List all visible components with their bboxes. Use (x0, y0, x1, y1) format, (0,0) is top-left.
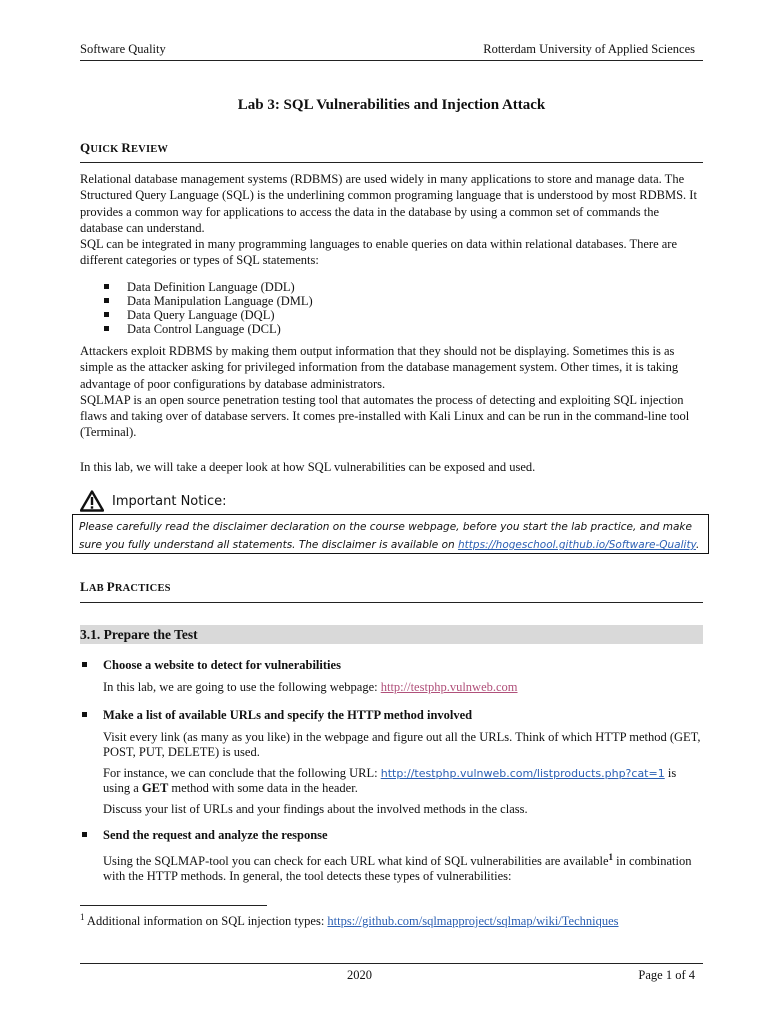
task-list-urls (80, 708, 703, 822)
task-heading: Send the request and analyze the response (80, 828, 703, 844)
list-item: Data Query Language (DQL) (104, 308, 313, 322)
page-number: Page 1 of 4 (638, 968, 695, 982)
header-divider (80, 60, 703, 61)
rdbms-paragraph: Relational database management systems (RDBMS) are used widely in many applications to store and manage data. The Structured Query Language (SQL) is the underlining common programing language that is understood by most RDBMS. It provides a common way for applications to access the data in the database by using a common set of commands the database can understand. (80, 172, 697, 235)
intro-paragraph (80, 171, 703, 269)
quick-review-heading: QUICK REVIEW (80, 140, 169, 155)
notice-box: Please carefully read the disclaimer declaration on the course webpage, before you start the lab practice, and make sure you fully understand all statements. The disclaimer is available on https://hogeschool.github.io/Software-Quality. (72, 514, 709, 554)
notice-heading (80, 490, 227, 512)
warning-icon (80, 490, 104, 512)
testphp-link[interactable]: http://testphp.vulnweb.com (380, 679, 518, 694)
footnote-divider (80, 905, 267, 906)
attackers-paragraph: Attackers exploit RDBMS by making them output information that they should not be displaying. Sometimes this is as simple as the attacker asking for privileged information from the database management system. Other times, it is taking advantage of poor configurations by database administrators. (80, 344, 679, 391)
task-text: In this lab, we are going to use the following webpage: http://testphp.vulnweb.com (103, 679, 518, 694)
task-send-request (80, 828, 703, 890)
disclaimer-link[interactable]: https://hogeschool.github.io/Software-Quality (458, 539, 696, 551)
task-text: Discuss your list of URLs and your findings about the involved methods in the class. (103, 801, 528, 816)
page-title: Lab 3: SQL Vulnerabilities and Injection Attack (237, 97, 546, 113)
lab-practices-heading: LAB PRACTICES (80, 579, 171, 594)
task-text: Using the SQLMAP-tool you can check for each URL what kind of SQL vulnerabilities are available$^1$ in combination with the HTTP methods. In general, the tool detects these types of vulnerabilities: (103, 851, 692, 884)
attack-paragraph (80, 343, 703, 441)
task-text: For instance, we can conclude that the following URL: http://testphp.vulnweb.com/listproducts.php?cat=1 is using a GET method with some data in the header. (103, 765, 677, 795)
notice-heading-text: Important Notice: (112, 493, 227, 509)
subsection-heading (80, 625, 703, 644)
header-course: Software Quality (80, 42, 166, 56)
sqlmap-paragraph: SQLMAP is an open source penetration testing tool that automates the process of detecting and exploiting SQL injection flaws and taking over of database servers. It comes pre-installed with Kali Linux and can be run in the command-line tool (Terminal). (80, 392, 690, 440)
task-choose-website (80, 658, 703, 700)
sql-categories-paragraph: SQL can be integrated in many programming languages to enable queries on data within relational databases. There are different categories or types of SQL statements: (80, 237, 678, 268)
sql-categories-list (104, 280, 313, 336)
listproducts-link[interactable]: http://testphp.vulnweb.com/listproducts.php?cat=1 (380, 766, 665, 780)
list-item: Data Definition Language (DDL) (104, 280, 313, 294)
footer-year: 2020 (347, 968, 372, 982)
subsection-title: 3.1. Prepare the Test (80, 627, 198, 642)
section-divider (80, 162, 703, 163)
header-institution: Rotterdam University of Applied Sciences (483, 42, 695, 56)
footnote: $^1$ Additional information on SQL injection types: https://github.com/sqlmapproject/sqlmap/wiki/Techniques (80, 912, 619, 929)
task-heading: Make a list of available URLs and specify the HTTP method involved (80, 708, 703, 724)
task-text: Visit every link (as many as you like) in the webpage and figure out all the URLs. Think of which HTTP method (GET, POST, PUT, DELETE) is used. (103, 729, 701, 759)
footer-divider (80, 963, 703, 964)
list-item: Data Manipulation Language (DML) (104, 294, 313, 308)
notice-text: Please carefully read the disclaimer declaration on the course webpage, before you start the lab practice, and make sure you fully understand all statements. The disclaimer is available on (79, 521, 692, 551)
task-heading: Choose a website to detect for vulnerabilities (80, 658, 703, 674)
section-divider (80, 602, 703, 603)
sqlmap-techniques-link[interactable]: https://github.com/sqlmapproject/sqlmap/wiki/Techniques (327, 914, 619, 929)
lab-intro-paragraph: In this lab, we will take a deeper look at how SQL vulnerabilities can be exposed and used. (80, 460, 536, 474)
list-item: Data Control Language (DCL) (104, 322, 313, 336)
